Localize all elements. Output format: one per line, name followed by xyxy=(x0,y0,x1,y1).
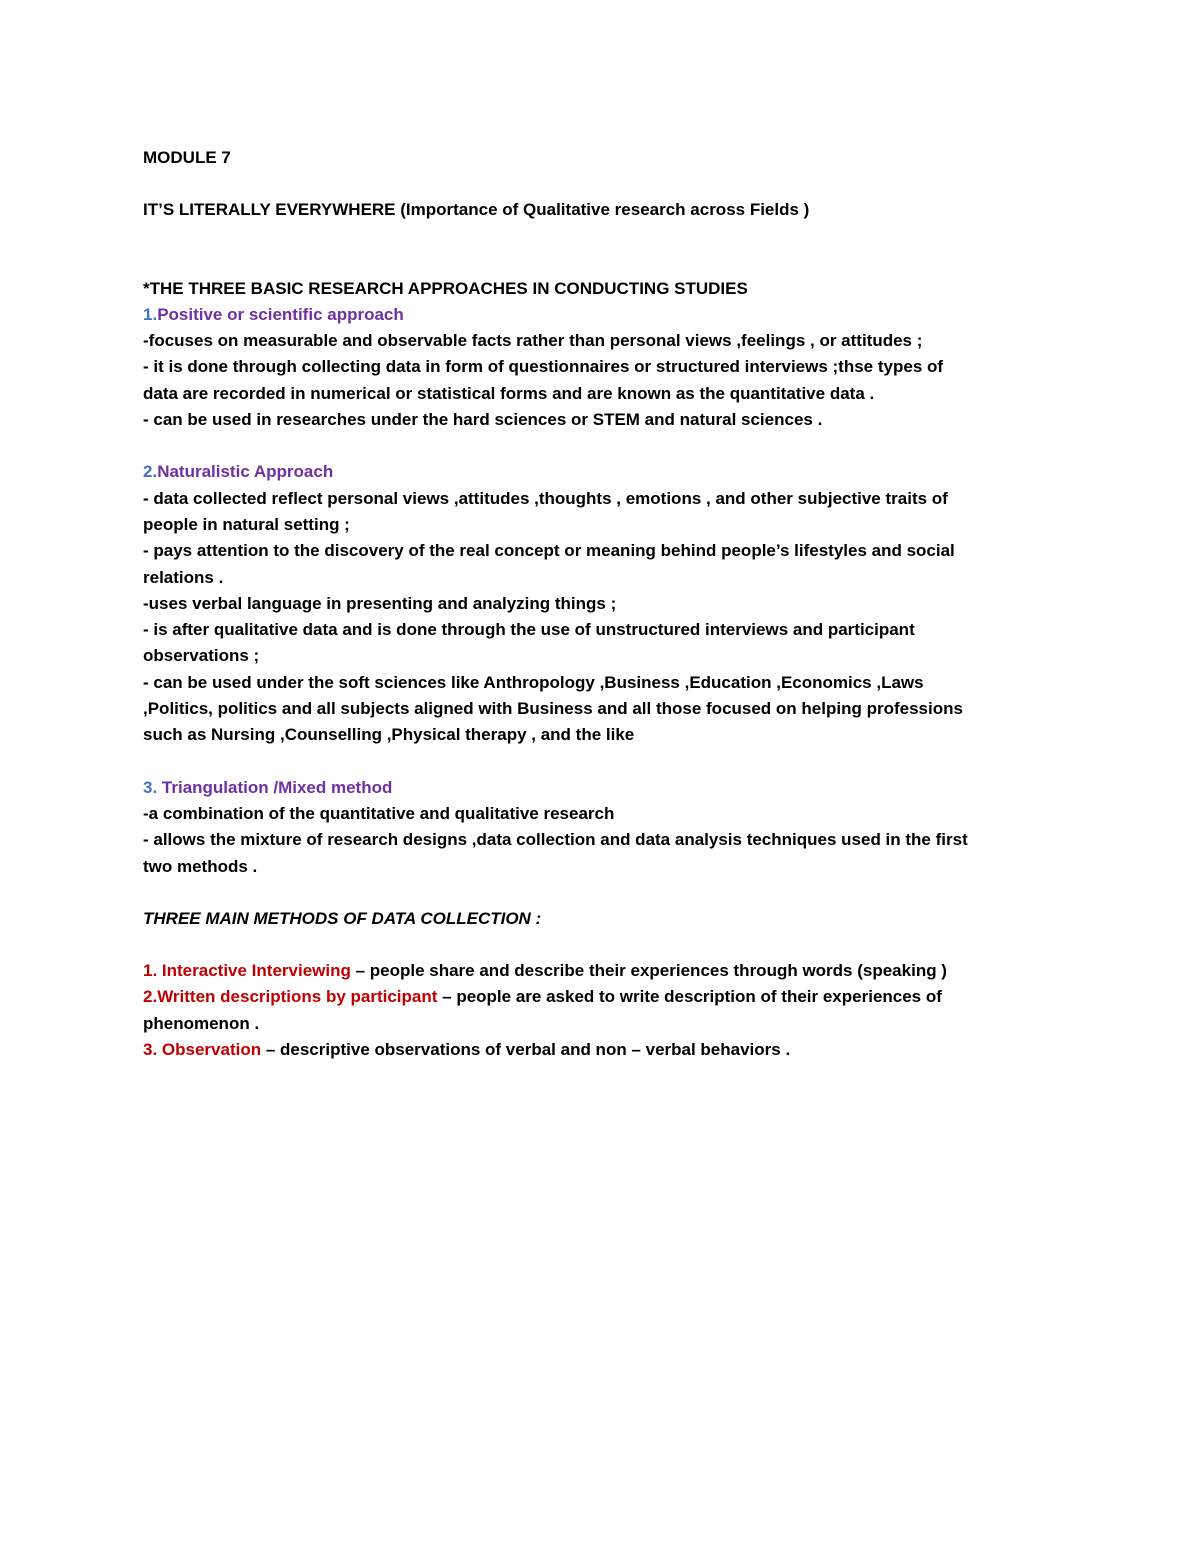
method-number: 3. xyxy=(143,1040,162,1060)
method-description: – people are asked to write description of their experiences of xyxy=(437,987,942,1007)
method-name: Interactive Interviewing xyxy=(161,961,351,981)
approach-heading xyxy=(143,775,1063,801)
document-body xyxy=(143,145,1063,1063)
spacer xyxy=(143,749,1063,775)
method-item xyxy=(143,1037,1063,1063)
method-item xyxy=(143,958,1063,984)
method-description: – people share and describe their experiences through words (speaking ) xyxy=(350,961,947,981)
method-item xyxy=(143,984,1063,1010)
module-title: MODULE 7 xyxy=(143,148,231,167)
approach-line: - is after qualitative data and is done through the use of unstructured interviews and participant xyxy=(143,620,915,640)
method-description: – descriptive observations of verbal and non – verbal behaviors . xyxy=(261,1040,791,1060)
spacer xyxy=(143,932,1063,958)
approach-line: - pays attention to the discovery of the real concept or meaning behind people’s lifestyles and social xyxy=(143,541,955,561)
approach-number: 3. xyxy=(143,777,162,797)
methods-heading: THREE MAIN METHODS OF DATA COLLECTION : xyxy=(143,908,542,928)
approach-line: such as Nursing ,Counselling ,Physical therapy , and the like xyxy=(143,725,635,745)
spacer xyxy=(143,433,1063,459)
method-name: Written descriptions by participant xyxy=(157,987,438,1007)
approach-heading xyxy=(143,302,1063,328)
approach-line: observations ; xyxy=(143,646,260,666)
approach-name: Triangulation /Mixed method xyxy=(161,777,393,797)
approach-line: - data collected reflect personal views ,attitudes ,thoughts , emotions , and other subjective traits of xyxy=(143,488,948,508)
approach-number: 2. xyxy=(143,462,158,482)
approach-line: - can be used in researches under the hard sciences or STEM and natural sciences . xyxy=(143,410,823,430)
module-subtitle: IT’S LITERALLY EVERYWHERE (Importance of Qualitative research across Fields ) xyxy=(143,200,810,220)
approach-name: Positive or scientific approach xyxy=(157,304,404,324)
approach-line: people in natural setting ; xyxy=(143,514,350,534)
approach-line: data are recorded in numerical or statistical forms and are known as the quantitative data . xyxy=(143,383,875,403)
approach-section xyxy=(143,302,1063,433)
approach-line: ,Politics, politics and all subjects aligned with Business and all those focused on helping professions xyxy=(143,699,963,719)
method-continuation: phenomenon . xyxy=(143,1013,260,1033)
approach-section xyxy=(143,775,1063,880)
approach-line: -focuses on measurable and observable facts rather than personal views ,feelings , or attitudes ; xyxy=(143,331,923,351)
approach-line: two methods . xyxy=(143,856,258,876)
approach-name: Naturalistic Approach xyxy=(157,462,334,482)
method-name: Observation xyxy=(161,1040,262,1060)
approach-section xyxy=(143,459,1063,748)
approach-heading xyxy=(143,459,1063,485)
approach-line: -a combination of the quantitative and qualitative research xyxy=(143,803,615,823)
method-number: 2. xyxy=(143,987,158,1007)
methods-list xyxy=(143,958,1063,1063)
approach-line: - it is done through collecting data in form of questionnaires or structured interviews ;thse types of xyxy=(143,357,944,377)
method-number: 1. xyxy=(143,961,162,981)
approach-number: 1. xyxy=(143,304,158,324)
approach-line: - allows the mixture of research designs ,data collection and data analysis techniques used in the first xyxy=(143,830,968,850)
spacer xyxy=(143,880,1063,906)
approach-line: relations . xyxy=(143,567,224,587)
approaches-heading: *THE THREE BASIC RESEARCH APPROACHES IN CONDUCTING STUDIES xyxy=(143,278,748,298)
approach-line: - can be used under the soft sciences like Anthropology ,Business ,Education ,Economics ,Laws xyxy=(143,672,924,692)
approach-line: -uses verbal language in presenting and analyzing things ; xyxy=(143,593,617,613)
